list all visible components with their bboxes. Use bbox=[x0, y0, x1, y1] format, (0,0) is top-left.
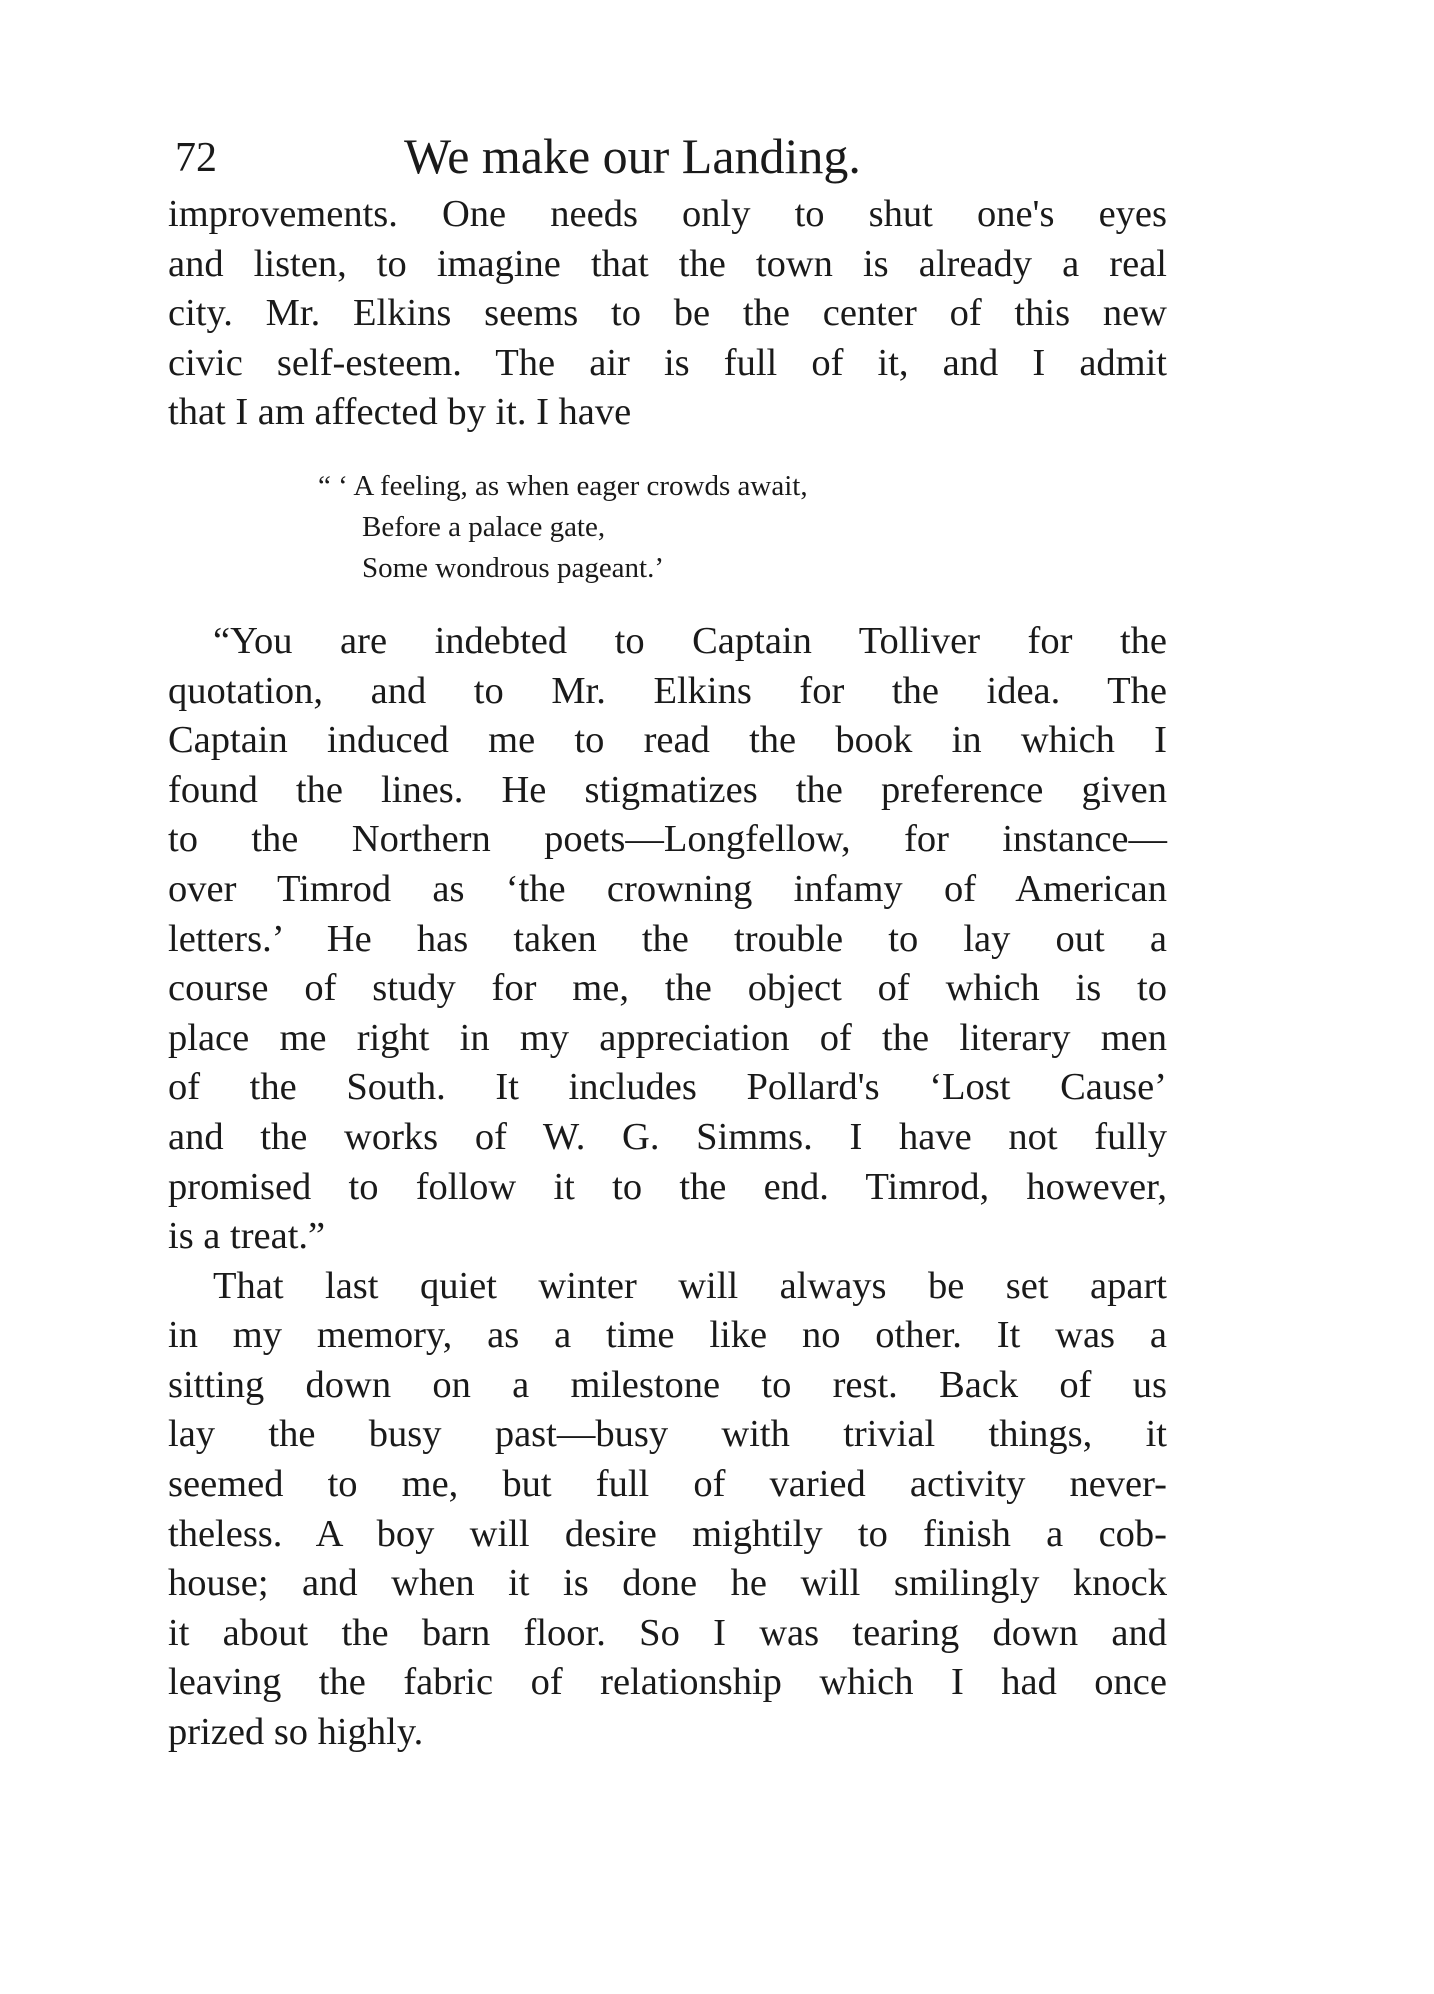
text-line: city. Mr. Elkins seems to be the center of this new bbox=[168, 292, 1167, 335]
text-line: course of study for me, the object of which is to bbox=[168, 967, 1167, 1010]
running-title: We make our Landing. bbox=[404, 128, 861, 184]
text-line: seemed to me, but full of varied activity never- bbox=[168, 1463, 1167, 1506]
text-line: theless. A boy will desire mightily to finish a cob- bbox=[168, 1512, 1167, 1555]
text-line: letters.’ He has taken the trouble to lay out a bbox=[168, 917, 1167, 960]
text-line: Captain induced me to read the book in which I bbox=[168, 719, 1167, 762]
text-line: prized so highly. bbox=[168, 1711, 424, 1754]
text-line: “You are indebted to Captain Tolliver for the bbox=[213, 619, 1167, 662]
text-line: and the works of W. G. Simms. I have not fully bbox=[168, 1115, 1167, 1158]
text-line: quotation, and to Mr. Elkins for the idea. The bbox=[168, 669, 1167, 712]
text-line: to the Northern poets—Longfellow, for instance— bbox=[168, 818, 1167, 861]
text-line: of the South. It includes Pollard's ‘Lost Cause’ bbox=[168, 1066, 1167, 1109]
text-line: promised to follow it to the end. Timrod, however, bbox=[168, 1165, 1167, 1208]
paragraph-3 bbox=[168, 1262, 1167, 1758]
quote-line: Some wondrous pageant.’ bbox=[362, 551, 665, 584]
paragraph-1 bbox=[168, 190, 1167, 438]
quote-line: “ ‘ A feeling, as when eager crowds await, bbox=[318, 469, 808, 502]
block-quote bbox=[318, 466, 1167, 589]
text-line: house; and when it is done he will smilingly knock bbox=[168, 1562, 1167, 1605]
text-line: sitting down on a milestone to rest. Back of us bbox=[168, 1363, 1167, 1406]
text-line: place me right in my appreciation of the literary men bbox=[168, 1016, 1167, 1059]
text-line: over Timrod as ‘the crowning infamy of American bbox=[168, 867, 1167, 910]
paragraph-2 bbox=[168, 617, 1167, 1262]
text-line: is a treat.” bbox=[168, 1215, 326, 1258]
text-line: found the lines. He stigmatizes the preference given bbox=[168, 768, 1167, 811]
text-line: leaving the fabric of relationship which I had once bbox=[168, 1661, 1167, 1704]
text-line: That last quiet winter will always be set apart bbox=[213, 1264, 1167, 1307]
quote-line: Before a palace gate, bbox=[362, 510, 606, 543]
text-line: and listen, to imagine that the town is already a real bbox=[168, 242, 1167, 285]
running-head bbox=[168, 120, 1167, 190]
text-line: that I am affected by it. I have bbox=[168, 391, 632, 434]
text-line: lay the busy past—busy with trivial things, it bbox=[168, 1413, 1167, 1456]
book-page bbox=[168, 120, 1167, 1758]
page-number: 72 bbox=[175, 135, 217, 181]
text-line: in my memory, as a time like no other. It was a bbox=[168, 1314, 1167, 1357]
text-line: civic self-esteem. The air is full of it, and I admit bbox=[168, 341, 1167, 384]
text-line: it about the barn floor. So I was tearing down and bbox=[168, 1611, 1167, 1654]
text-line: improvements. One needs only to shut one's eyes bbox=[168, 193, 1167, 235]
